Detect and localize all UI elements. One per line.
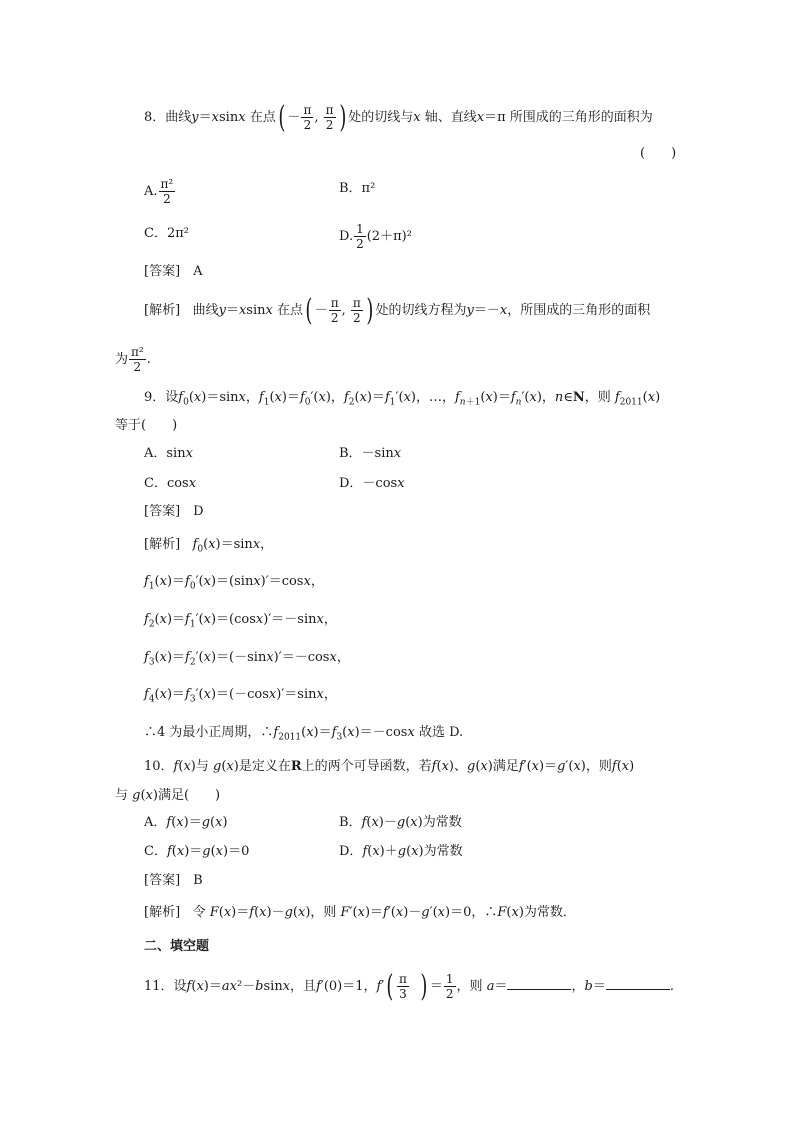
q8-stem: 8．曲线y＝xsinx 在点( － $\frac{\pi}{2}$ , $\frac{\pi}{2}$ ) 处的切线与x 轴、直线x＝π 所围成的三角形的面积为: [144, 99, 653, 135]
q11-stem: 11．设f(x)＝ax²－bsinx，且f′(0)＝1，f′( $\frac{\pi}{3}$ ) ＝ $\frac{1}{2}$ ，则 a＝ ，b＝ .: [144, 968, 674, 1004]
q9-stem-line2: 等于( ): [115, 418, 178, 433]
q10-stem-line2: 与 g(x)满足( ): [115, 788, 221, 803]
q9-option-b: B．－sinx: [339, 446, 402, 461]
q9-option-c: C．cosx: [144, 476, 197, 491]
q9-option-d: D．－cosx: [339, 476, 405, 491]
q8-analysis-end: 为 $\frac{\text{π²}}{2}$ .: [115, 345, 151, 374]
q10-option-d: D．f(x)＋g(x)为常数: [339, 844, 463, 859]
q8-option-c: C．2π²: [144, 226, 189, 241]
q8-option-d: D. $\frac{1}{2}$ (2＋π)²: [339, 222, 412, 251]
section-heading: 二、填空题: [144, 939, 210, 954]
q8-option-b: B．π²: [339, 181, 376, 196]
q9-analysis-5: $f_4(x)=f_3'(x)=(-\cos x)'=\sin x$，: [144, 687, 337, 705]
q9-analysis-4: $f_3(x)=f_2'(x)=(-\sin x)'=-\cos x$，: [144, 650, 350, 668]
q10-answer: [答案] B: [144, 873, 203, 888]
q9-answer: [答案] D: [144, 504, 204, 519]
q8-analysis: [解析] 曲线y＝xsinx 在点( － $\frac{\pi}{2}$ , $\frac{\pi}{2}$ ) 处的切线方程为y＝－x，所围成的三角形的面积: [144, 292, 651, 328]
q9-stem: 9．设$f_0(x)=\sin x$，$f_1(x)=f_0'(x)$，$f_2(x)=f_1'(x)$，…，$f_{n+1}(x)=f_n'(x)$，n∈N，则 $f_{2011}(x)$: [144, 390, 661, 408]
q10-stem: 10．f(x)与 g(x)是定义在R上的两个可导函数，若f(x)、g(x)满足f′(x)＝g′(x)，则f(x): [144, 759, 635, 774]
q9-analysis-1: [解析] $f_0(x)=\sin x$，: [144, 537, 274, 555]
blank-b[interactable]: [606, 975, 670, 990]
q8-answer-paren: ( ): [640, 146, 677, 161]
q9-option-a: A．sinx: [144, 446, 193, 461]
q10-option-a: A．f(x)＝g(x): [144, 815, 228, 830]
blank-a[interactable]: [507, 975, 571, 990]
q8-option-a: A. $\frac{\text{π²}}{2}$: [144, 177, 174, 206]
q10-option-c: C．f(x)＝g(x)＝0: [144, 844, 250, 859]
q10-option-b: B．f(x)－g(x)为常数: [339, 815, 462, 830]
q9-analysis-2: $f_1(x)=f_0'(x)=(\sin x)'=\cos x$，: [144, 574, 324, 592]
q8-answer: [答案] A: [144, 264, 203, 279]
q10-analysis: [解析] 令 F(x)＝f(x)－g(x)，则 F′(x)＝f′(x)－g′(x)＝0，∴F(x)为常数．: [144, 905, 576, 920]
q9-conclusion: ∴4 为最小正周期，$\therefore f_{2011}(x)=f_3(x)=-\cos x$ 故选 D.: [144, 725, 464, 743]
q9-analysis-3: $f_2(x)=f_1'(x)=(\cos x)'=-\sin x$，: [144, 612, 337, 630]
